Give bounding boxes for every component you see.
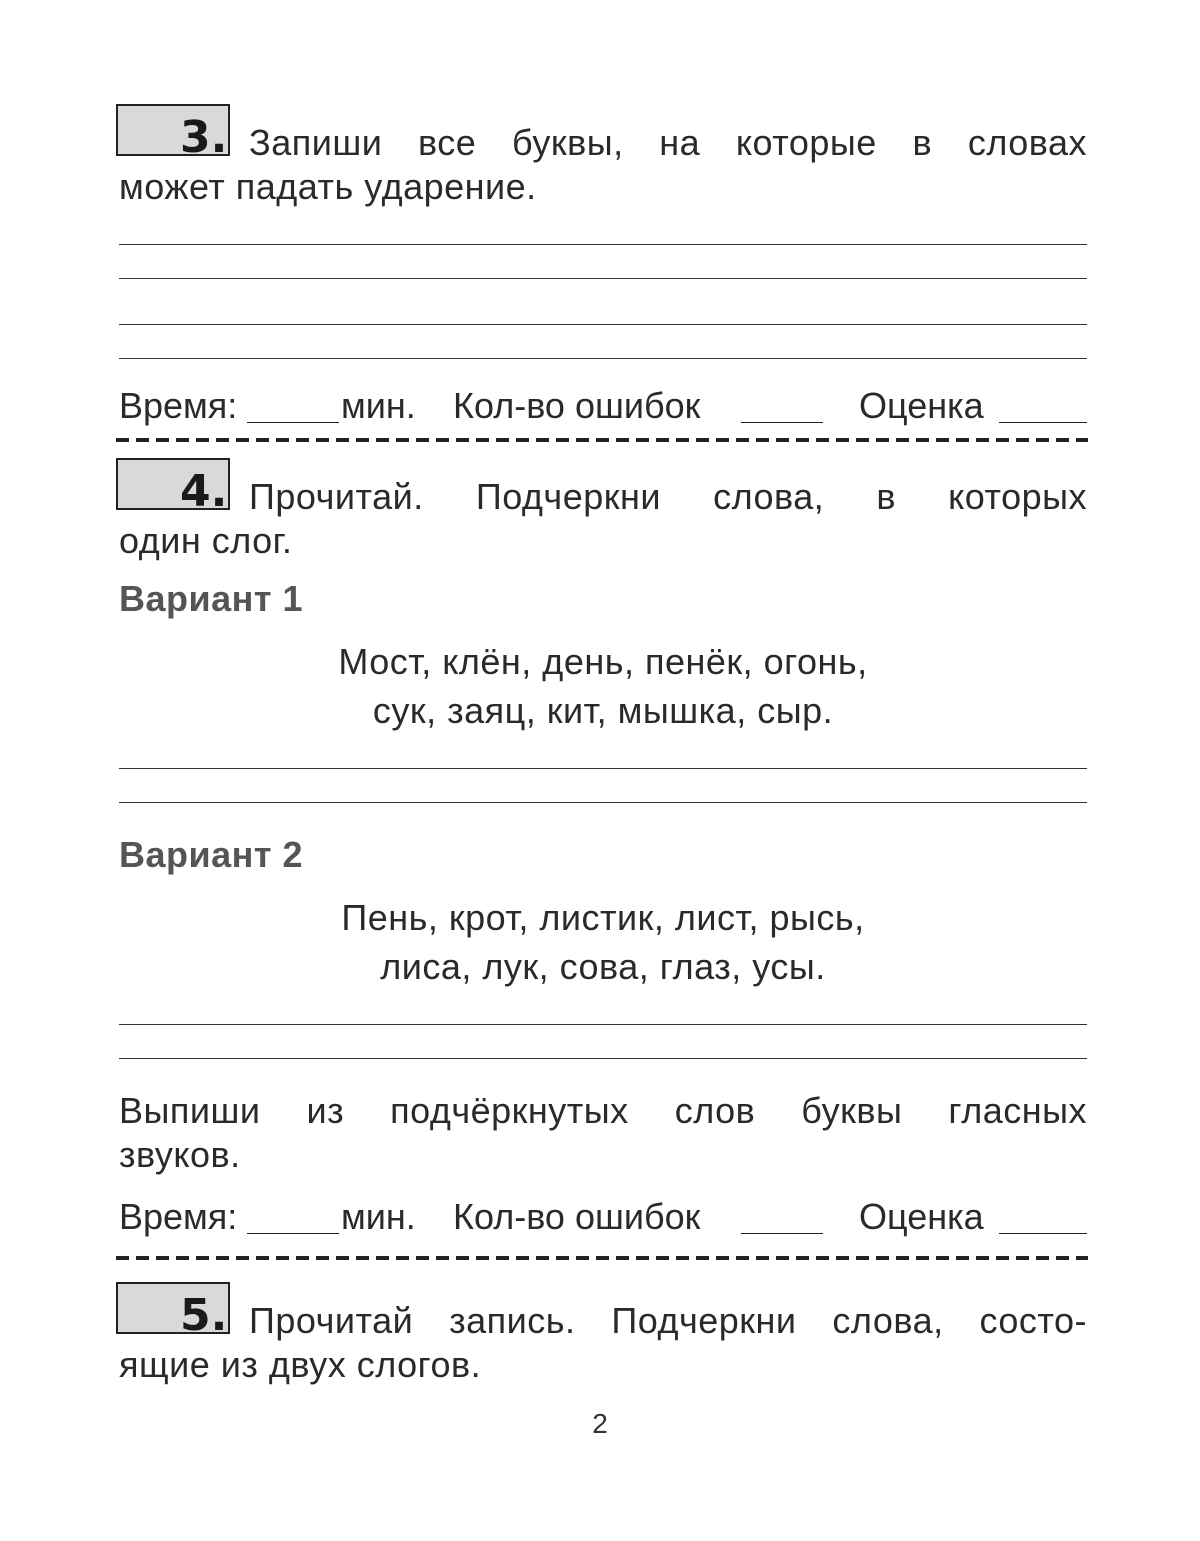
answer-line[interactable] <box>119 244 1087 245</box>
task-3-number: 3. <box>180 112 228 163</box>
variant-1-words-line-2: сук, заяц, кит, мышка, сыр. <box>372 690 834 731</box>
answer-line[interactable] <box>119 802 1087 803</box>
time-blank[interactable] <box>247 422 339 423</box>
task-4-instruction-line-1: Прочитай. Подчеркни слова, в которых <box>249 476 1087 517</box>
answer-line[interactable] <box>119 1024 1087 1025</box>
time-blank[interactable] <box>247 1233 339 1234</box>
time-label: Время: <box>119 1196 238 1237</box>
grade-label: Оценка <box>859 1196 984 1237</box>
task-4-number: 4. <box>180 466 228 517</box>
task-4-instruction-line-2: один слог. <box>119 520 293 561</box>
minutes-label: мин. <box>341 1196 416 1237</box>
grade-blank[interactable] <box>999 422 1087 423</box>
minutes-label: мин. <box>341 385 416 426</box>
errors-blank[interactable] <box>741 422 823 423</box>
grade-label: Оценка <box>859 385 984 426</box>
dashed-separator <box>116 1256 1088 1260</box>
task-5-instruction-line-2: ящие из двух слогов. <box>119 1344 482 1385</box>
time-label: Время: <box>119 385 238 426</box>
errors-label: Кол-во ошибок <box>453 385 701 426</box>
task-4-extra-instruction-line-2: звуков. <box>119 1134 241 1175</box>
task-3-instruction-line-1: Запиши все буквы, на которые в словах <box>249 122 1087 163</box>
variant-1-title: Вариант 1 <box>119 578 304 619</box>
errors-blank[interactable] <box>741 1233 823 1234</box>
errors-label: Кол-во ошибок <box>453 1196 701 1237</box>
task-3-score-row <box>119 384 1087 428</box>
task-5-number: 5. <box>180 1290 228 1341</box>
variant-1-words-line-1: Мост, клён, день, пенёк, огонь, <box>338 641 868 682</box>
page-number: 2 <box>592 1408 608 1439</box>
answer-line[interactable] <box>119 324 1087 325</box>
variant-2-words-line-1: Пень, крот, листик, лист, рысь, <box>341 897 865 938</box>
task-4-extra-instruction-line-1: Выпиши из подчёркнутых слов буквы гласных <box>119 1090 1087 1131</box>
variant-2-title: Вариант 2 <box>119 834 304 875</box>
answer-line[interactable] <box>119 278 1087 279</box>
answer-line[interactable] <box>119 358 1087 359</box>
answer-line[interactable] <box>119 768 1087 769</box>
grade-blank[interactable] <box>999 1233 1087 1234</box>
answer-line[interactable] <box>119 1058 1087 1059</box>
variant-2-words-line-2: лиса, лук, сова, глаз, усы. <box>380 946 826 987</box>
dashed-separator <box>116 438 1088 442</box>
task-4-score-row <box>119 1195 1087 1239</box>
task-3-instruction-line-2: может падать ударение. <box>119 166 537 207</box>
task-5-instruction-line-1: Прочитай запись. Подчеркни слова, состо- <box>249 1300 1087 1341</box>
